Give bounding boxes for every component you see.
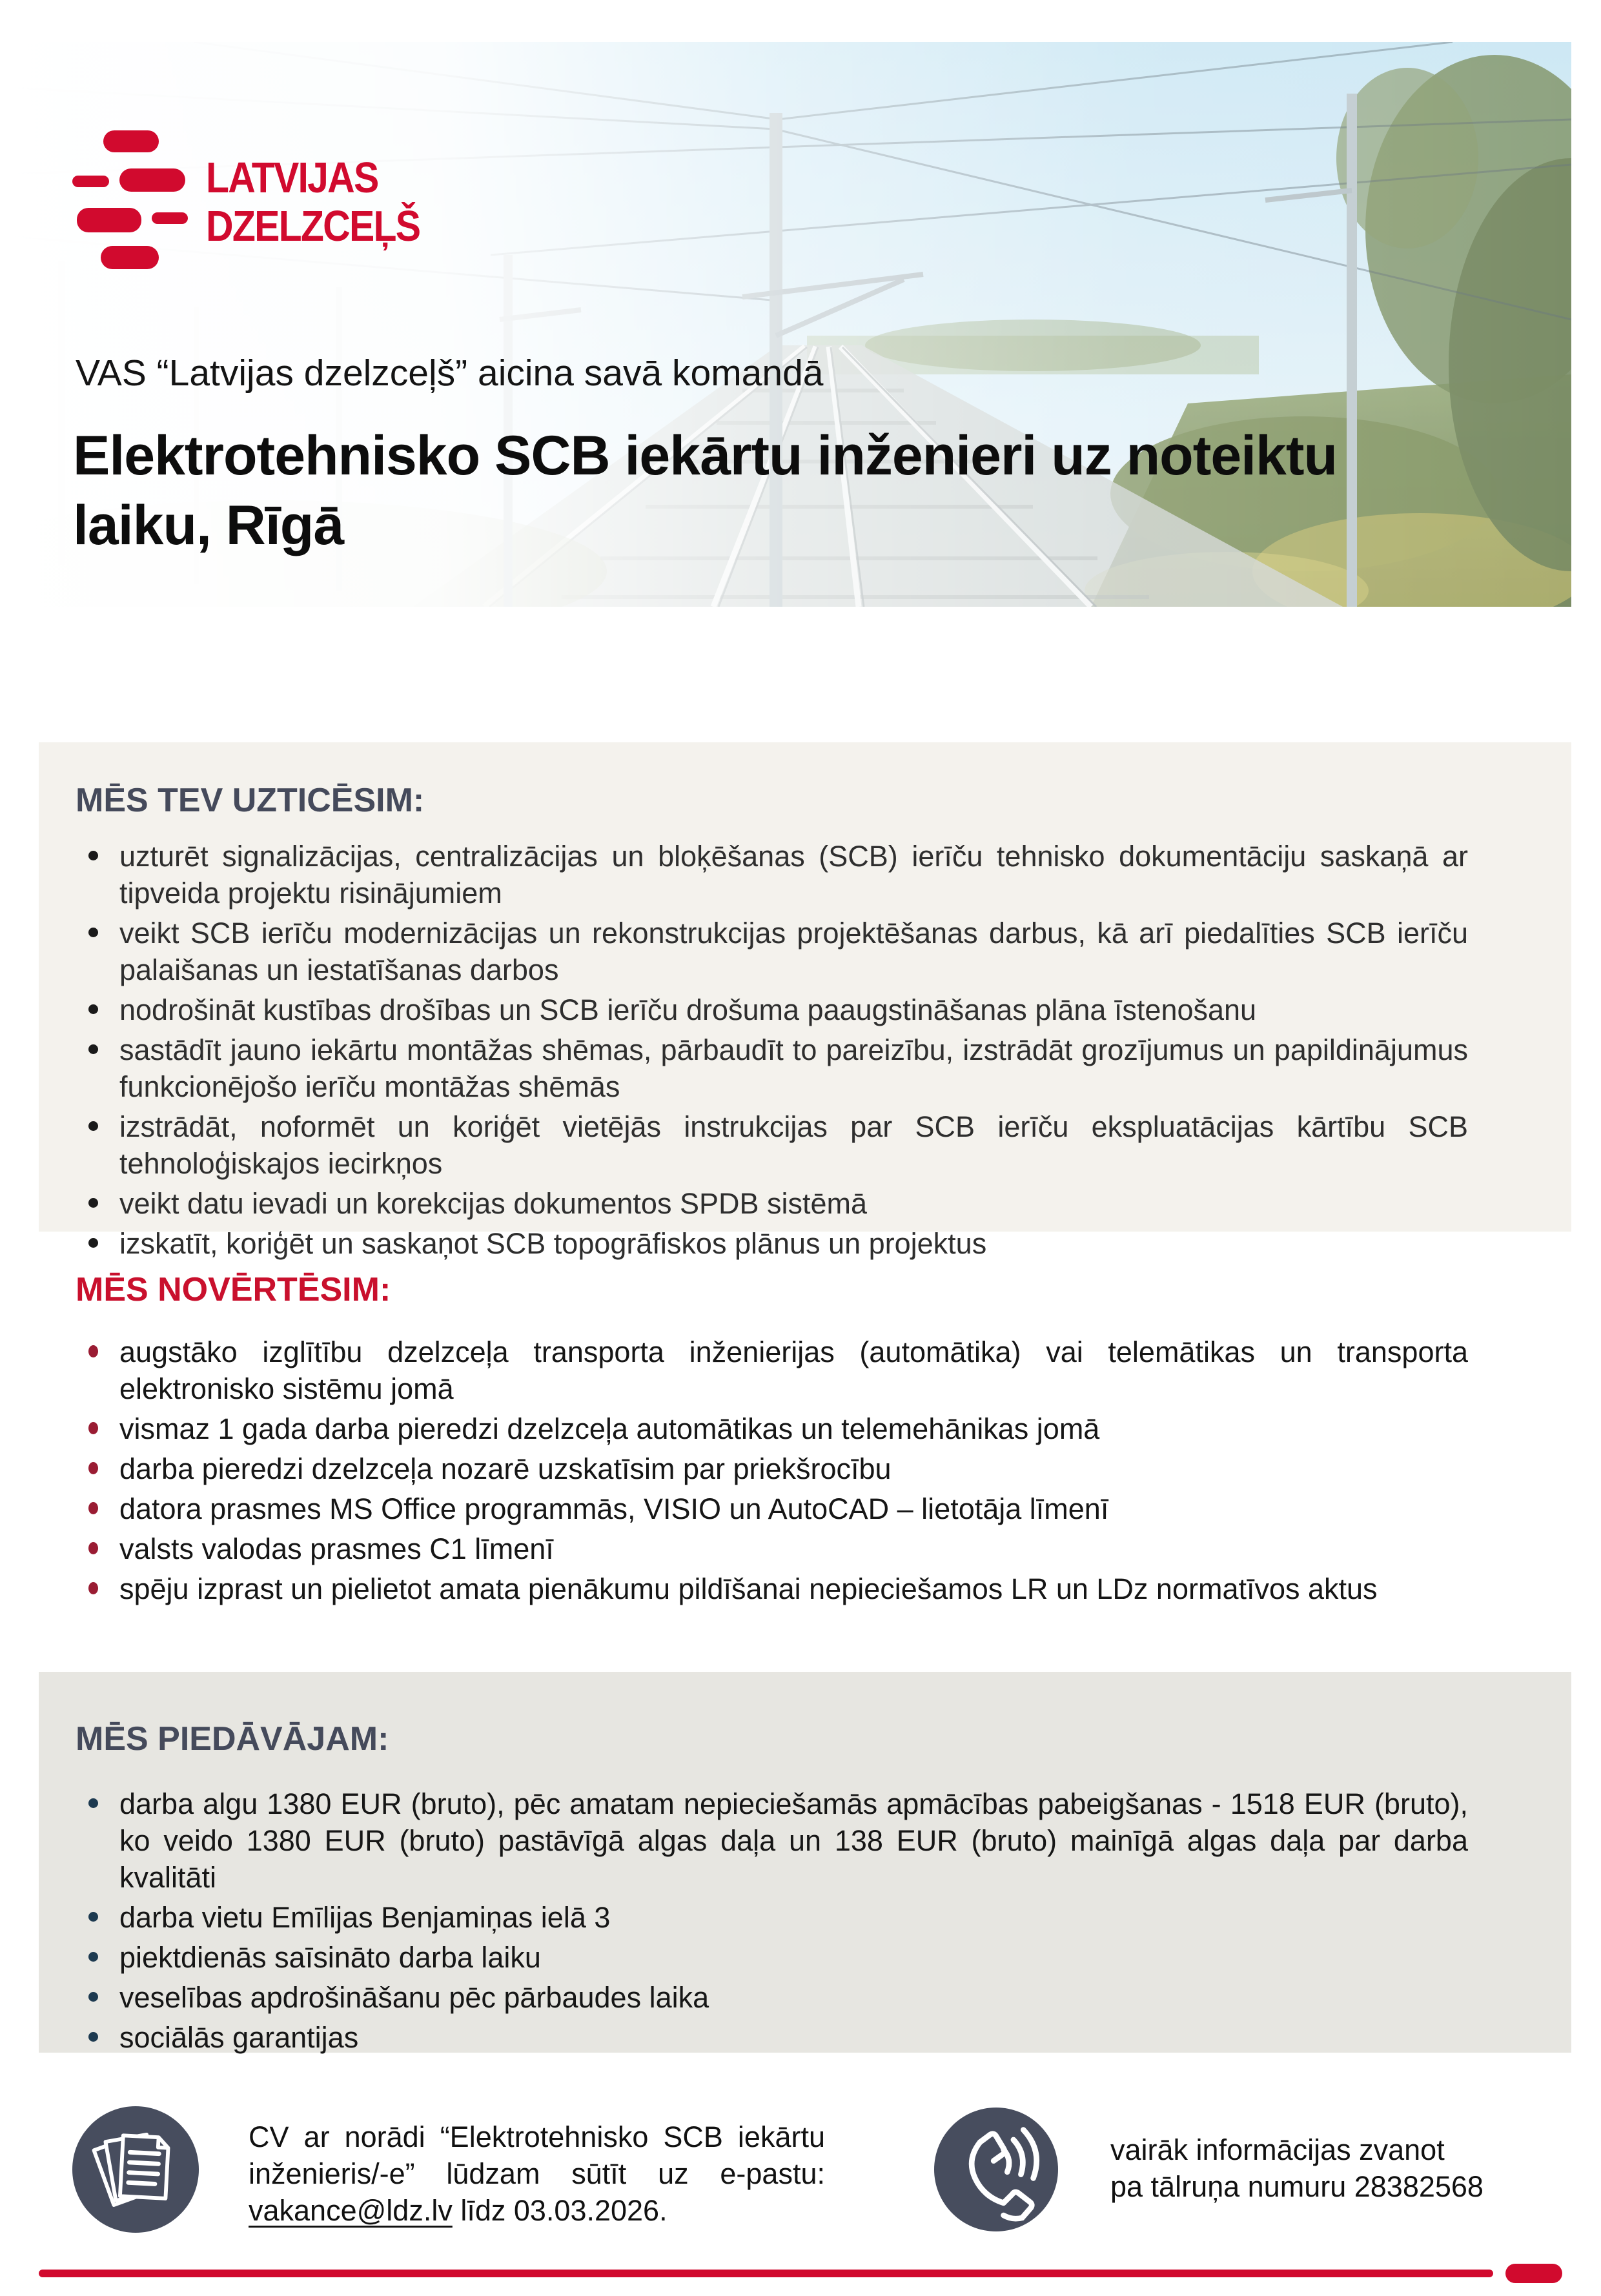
ldz-logo-mark [72, 129, 189, 269]
section-offer-title: MĒS PIEDĀVĀJAM: [76, 1720, 389, 1758]
phone-info-line2: pa tālruņa numuru 28382568 [1110, 2170, 1484, 2203]
page-title-line1: Elektrotehnisko SCB iekārtu inženieri uz noteiktu [73, 425, 1338, 487]
email-link[interactable]: vakance@ldz.lv [249, 2194, 453, 2227]
list-item-text: nodrošināt kustības drošības un SCB ierīču drošuma paaugstināšanas plāna īstenošanu [119, 993, 1257, 1026]
bullet-dot [88, 1582, 98, 1594]
list-item [76, 1185, 1468, 1222]
list-item [76, 915, 1468, 988]
list-item [76, 1939, 1468, 1976]
bullet-dot [88, 851, 98, 860]
bullet-dot [88, 1004, 98, 1014]
list-item [76, 1570, 1468, 1607]
list-item-text: sociālās garantijas [119, 2021, 359, 2054]
logo-text-line1: LATVIJAS [206, 154, 378, 202]
bullet-dot [88, 1992, 98, 2002]
list-item [76, 1031, 1468, 1105]
list-item-text: augstāko izglītību dzelzceļa transporta inženierijas (automātika) vai telemātikas un transporta elektronisko sistēmu jomā [119, 1336, 1468, 1405]
bullet-dot [88, 1121, 98, 1131]
section-entrust [39, 742, 1571, 1260]
cv-deadline-text: līdz 03.03.2026. [452, 2194, 668, 2227]
value-list [76, 1334, 1468, 1607]
section-entrust-title: MĒS TEV UZTICĒSIM: [76, 782, 425, 819]
logo-mark-bar [103, 130, 159, 152]
bullet-dot [88, 1044, 98, 1054]
list-item-text: darba algu 1380 EUR (bruto), pēc amatam nepieciešamās apmācības pabeigšanas - 1518 EUR (bruto), ko veido 1380 EUR (bruto) pastāvīgā algas daļa un 138 EUR (bruto) mainīgā algas daļa par darba kvalitāti [119, 1787, 1468, 1894]
list-item-text: valsts valodas prasmes C1 līmenī [119, 1532, 554, 1565]
section-offer [39, 1672, 1571, 2053]
list-item-text: veikt datu ievadi un korekcijas dokumentos SPDB sistēmā [119, 1187, 868, 1220]
list-item-text: vismaz 1 gada darba pieredzi dzelzceļa automātikas un telemehānikas jomā [119, 1412, 1100, 1445]
logo-mark-bar [152, 212, 188, 224]
list-item-text: sastādīt jauno iekārtu montāžas shēmas, pārbaudīt to pareizību, izstrādāt grozījumus un papildinājumus funkcionējošo ierīču montāžas shēmās [119, 1033, 1468, 1103]
documents-icon [72, 2106, 199, 2233]
list-item [76, 1979, 1468, 2016]
section-value-title: MĒS NOVĒRTĒSIM: [76, 1271, 391, 1308]
list-item-text: veselības apdrošināšanu pēc pārbaudes laika [119, 1981, 709, 2014]
list-item-text: datora prasmes MS Office programmās, VISIO un AutoCAD – lietotāja līmenī [119, 1492, 1109, 1525]
ldz-logo-text [206, 154, 420, 250]
list-item [76, 1899, 1468, 1936]
cv-instruction-text: CV ar norādi “Elektrotehnisko SCB iekārtu inženieris/-e” lūdzam sūtīt uz e-pastu: [249, 2120, 825, 2190]
bullet-dot [88, 1542, 98, 1554]
logo-text-line2: DZELZCEĻŠ [206, 202, 420, 250]
list-item [76, 1410, 1468, 1447]
list-item [76, 838, 1468, 911]
list-item-text: izstrādāt, noformēt un koriģēt vietējās instrukcijas par SCB ierīču ekspluatācijas kārtību SCB tehnoloģiskajos iecirkņos [119, 1110, 1468, 1180]
list-item [76, 1530, 1468, 1567]
bottom-accent-line [39, 2270, 1493, 2277]
ldz-logo [72, 129, 473, 271]
phone-info-line1: vairāk informācijas zvanot [1110, 2133, 1445, 2166]
poster-subtitle: VAS “Latvijas dzelzceļš” aicina savā komandā [76, 352, 824, 394]
list-item-text: darba pieredzi dzelzceļa nozarē uzskatīsim par priekšrocību [119, 1452, 892, 1485]
list-item [76, 1450, 1468, 1487]
offer-list [76, 1785, 1468, 2056]
list-item-text: veikt SCB ierīču modernizācijas un rekonstrukcijas projektēšanas darbus, kā arī piedalīties SCB ierīču palaišanas un iestatīšanas darbos [119, 917, 1468, 986]
phone-info [1110, 2131, 1484, 2205]
list-item [76, 1490, 1468, 1527]
bullet-dot [88, 1912, 98, 1922]
bullet-dot [88, 928, 98, 937]
phone-badge [934, 2108, 1058, 2231]
list-item-text: uzturēt signalizācijas, centralizācijas un bloķēšanas (SCB) ierīču tehnisko dokumentāciju saskaņā ar tipveida projektu risinājumiem [119, 840, 1468, 909]
cv-instruction [249, 2118, 825, 2229]
list-item [76, 1108, 1468, 1182]
list-item [76, 2019, 1468, 2056]
logo-mark-bar [72, 176, 109, 187]
list-item [76, 1334, 1468, 1407]
logo-mark-bar [119, 168, 185, 192]
bottom-accent-pill [1505, 2264, 1562, 2283]
list-item [76, 1225, 1468, 1262]
list-item [76, 991, 1468, 1028]
list-item-text: izskatīt, koriģēt un saskaņot SCB topogrāfiskos plānus un projektus [119, 1227, 987, 1260]
phone-icon [934, 2108, 1058, 2231]
bullet-dot [88, 1422, 98, 1434]
page-title-line2: laiku, Rīgā [73, 494, 344, 556]
logo-mark-bar [101, 246, 159, 269]
bullet-dot [88, 1952, 98, 1962]
page-title [73, 421, 1337, 560]
bullet-dot [88, 1462, 98, 1474]
bullet-dot [88, 1502, 98, 1514]
bullet-dot [88, 1238, 98, 1248]
list-item-text: piektdienās saīsināto darba laiku [119, 1941, 541, 1974]
list-item-text: spēju izprast un pielietot amata pienākumu pildīšanai nepieciešamos LR un LDz normatīvos aktus [119, 1572, 1378, 1605]
entrust-list [76, 838, 1468, 1262]
logo-mark-bar [77, 208, 141, 232]
bullet-dot [88, 2032, 98, 2042]
list-item [76, 1785, 1468, 1896]
cv-documents-badge [72, 2106, 199, 2233]
section-value [39, 1270, 1571, 1605]
bullet-dot [88, 1798, 98, 1808]
list-item-text: darba vietu Emīlijas Benjamiņas ielā 3 [119, 1901, 611, 1934]
bullet-dot [88, 1198, 98, 1208]
bullet-dot [88, 1345, 98, 1357]
